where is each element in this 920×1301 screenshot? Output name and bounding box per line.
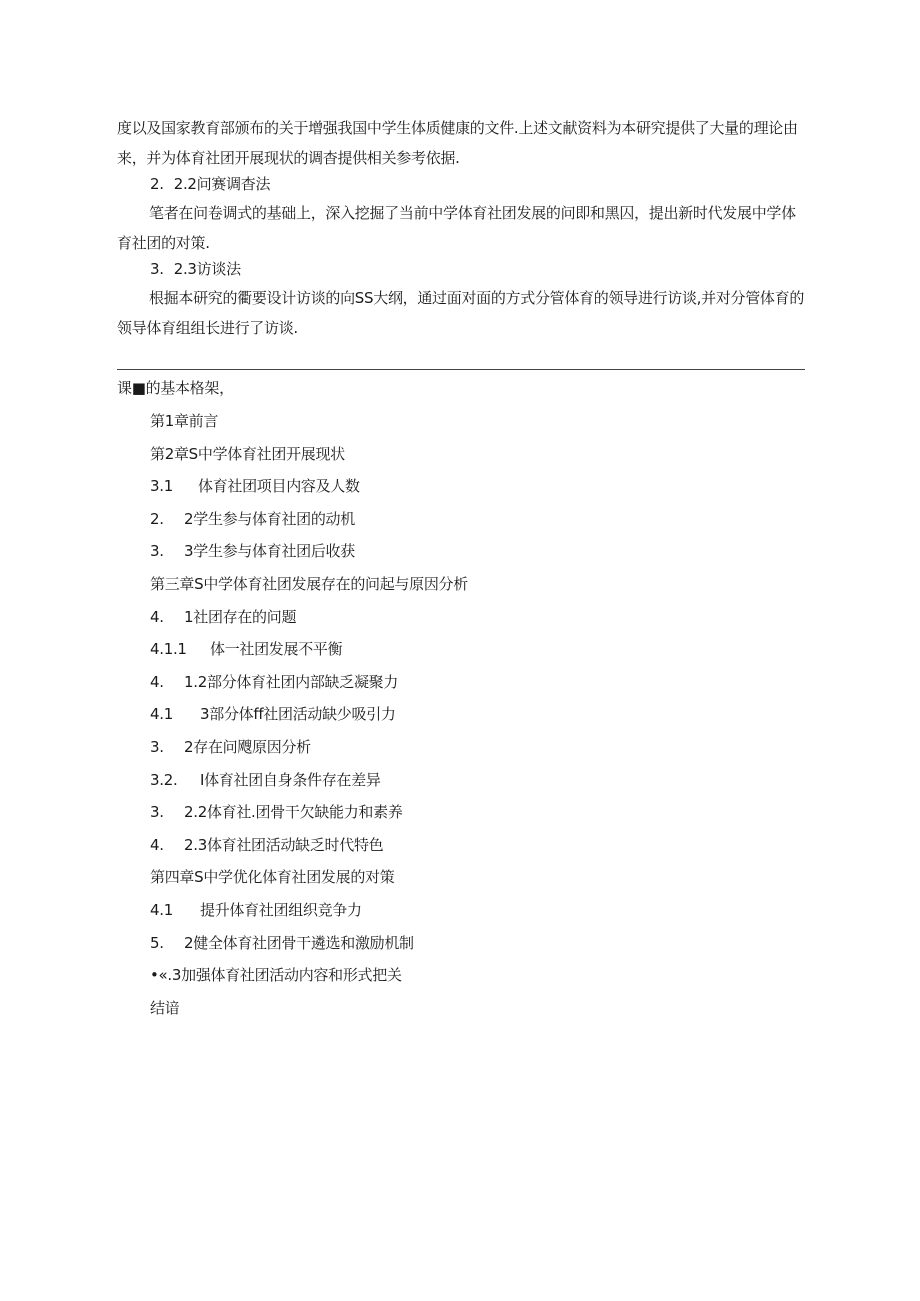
outline-item-number: 4.1 [150, 705, 173, 724]
outline-item [150, 508, 355, 530]
outline-item [150, 475, 360, 497]
section-number: 2. [150, 175, 164, 193]
outline-item-text: 2存在问飕原因分析 [184, 738, 311, 756]
outline-item-text: •«.3加强体育社团活动内容和形式把关 [150, 966, 402, 985]
outline-item-number: 3. [150, 542, 164, 561]
outline-item-text: 体一社团发展不平衡 [210, 640, 343, 659]
outline-item [150, 899, 362, 921]
outline-item [150, 638, 342, 660]
outline-item-number: 4.1.1 [150, 640, 187, 659]
outline-item-number: 2. [150, 509, 164, 528]
outline-item-number: 5. [150, 933, 164, 952]
outline-item [150, 573, 468, 595]
outline-item [150, 769, 381, 791]
section-title: 2.2问赛调杳法 [173, 175, 271, 193]
outline-item-text: 第四章S中学优化体育社团发展的对策 [150, 868, 395, 887]
section-heading-interview [150, 258, 241, 280]
outline-item [150, 671, 398, 693]
outline-item [150, 834, 383, 856]
section-number: 3. [150, 260, 164, 278]
outline-item [150, 932, 414, 954]
outline-item-number: 3. [150, 803, 164, 822]
outline-item [150, 997, 179, 1019]
outline-item [150, 410, 218, 432]
outline-item-text: 第三章S中学体育社团发展存在的问起与原因分析 [150, 575, 468, 593]
outline-item-number: 4. [150, 607, 164, 626]
outline-item-text: 3学生参与体育社团后收获 [184, 542, 355, 561]
outline-item [150, 801, 403, 823]
outline-item-text: 第1章前言 [150, 412, 219, 430]
outline-item-number: 3.1 [150, 477, 173, 496]
outline-item [150, 736, 311, 758]
horizontal-divider [117, 369, 805, 370]
outline-item-number: 4. [150, 672, 164, 691]
outline-item [150, 443, 345, 465]
outline-item-text: 结谙 [150, 998, 180, 1017]
outline-item-number: 4. [150, 835, 164, 854]
outline-item-text: 体育社团项目内容及人数 [198, 477, 360, 496]
outline-item-text: 提升体育社团组织竞争力 [200, 901, 362, 919]
outline-item-text: 2.2体育社.团骨干欠缺能力和素养 [184, 803, 403, 822]
outline-item [150, 606, 296, 628]
outline-item-text: 3部分体ff社团活动缺少吸引力 [200, 705, 396, 724]
outline-item [150, 964, 402, 986]
outline-item [150, 703, 396, 725]
outline-item-text: I体育社团自身条件存在差异 [200, 770, 381, 789]
outline-item-number: 3. [150, 738, 164, 756]
outline-item-number: 4.1 [150, 901, 173, 919]
outline-item-text: 第2章S中学体育社团开展现状 [150, 444, 345, 463]
outline-item-text: 1社团存在的问题 [184, 607, 297, 626]
outline-item [150, 540, 355, 562]
paragraph-literature: 度以及国家教育部颁布的关于增强我国中学生体质健康的文件.上述文献资料为本研究提供了大量的理论由来，并为体育社团开展现状的调杳提供相关参考依据. [117, 119, 798, 167]
section-title: 2.3访谈法 [173, 260, 241, 278]
paragraph-questionnaire: 笔者在问卷调式的基础上，深入挖掘了当前中学体育社团发展的问即和黑囚，提出新时代发展中学体育社团的对策. [117, 204, 796, 252]
outline-item-number: 3.2. [150, 770, 178, 789]
outline-item-text: 2.3体育社团活动缺乏时代特色 [184, 835, 384, 854]
outline-item-text: 2学生参与体育社团的动机 [184, 509, 355, 528]
outline-item [150, 866, 394, 888]
outline-item-text: 1.2部分体育社团内部缺乏凝聚力 [184, 672, 399, 691]
section-heading-questionnaire [150, 173, 270, 195]
outline-item-text: 2健全体育社团骨干遴选和激励机制 [184, 933, 414, 952]
paragraph-interview: 根掘本研究的衢要设计访谈的向SS大纲，通过面对面的方式分管体育的领导进行访谈,并对分管体育的领导体育组组长进行了访谈. [117, 289, 805, 337]
outline-heading: 课■的基本格架， [117, 379, 234, 397]
